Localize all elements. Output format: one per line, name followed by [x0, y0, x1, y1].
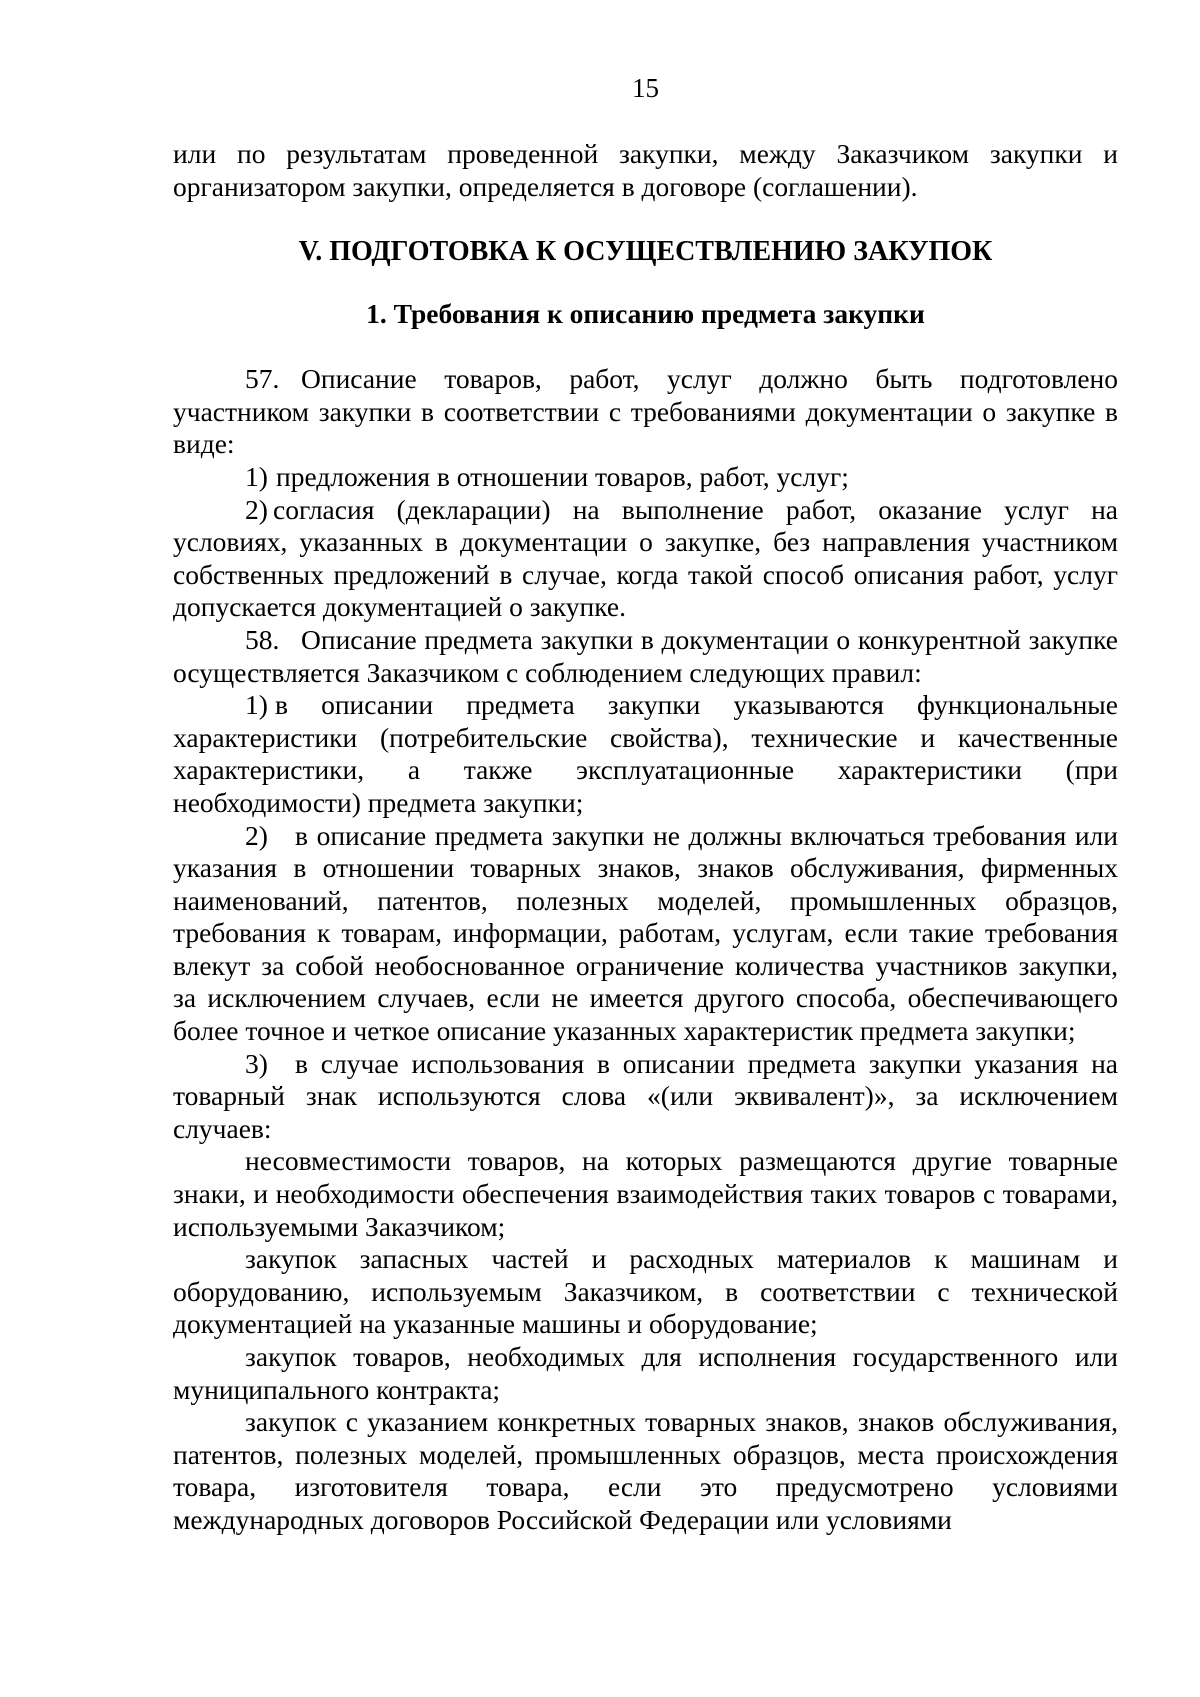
clause-58-item-1	[173, 689, 1118, 819]
clause-58	[173, 624, 1118, 689]
exception-paragraph: закупок с указанием конкретных товарных знаков, знаков обслуживания, патентов, полезных моделей, промышленных образцов, места происхождения товара, изготовителя товара, если это предусмотрено условиями международных договоров Российской Федерации или условиями	[173, 1406, 1118, 1535]
item-text: в случае использования в описании предмета закупки указания на товарный знак используются слова «(или эквивалент)», за исключением случаев:	[173, 1047, 1118, 1144]
item-text: предложения в отношении товаров, работ, услуг;	[276, 460, 849, 492]
clause-57	[173, 363, 1118, 461]
exception-paragraph: несовместимости товаров, на которых размещаются другие товарные знаки, и необходимости обеспечения взаимодействия таких товаров с товарами, используемыми Заказчиком;	[173, 1145, 1118, 1242]
item-number: 3)	[245, 1047, 268, 1079]
clause-58-item-3	[173, 1048, 1118, 1146]
item-number: 2)	[245, 819, 268, 851]
exception-paragraph: закупок товаров, необходимых для исполнения государственного или муниципального контракта;	[173, 1341, 1118, 1405]
item-number: 2)	[245, 493, 268, 525]
item-text: в описании предмета закупки указываются функциональные характеристики (потребительские свойства), технические и качественные характеристики, а также эксплуатационные характеристики (при необходимости) предмета закупки;	[173, 689, 1118, 818]
item-text: согласия (декларации) на выполнение работ, оказание услуг на условиях, указанных в документации о закупке, без направления участником собственных предложений в случае, когда такой способ описания работ, услуг допускается документацией о закупке.	[173, 493, 1118, 623]
item-number: 1)	[245, 689, 268, 721]
subsection-title: 1. Требования к описанию предмета закупки	[366, 298, 925, 330]
clause-57-text: Описание товаров, работ, услуг должно быть подготовлено участником закупки в соответствии с требованиями документации о закупке в виде:	[173, 363, 1118, 460]
item-number: 1)	[245, 460, 268, 492]
section-title: V. ПОДГОТОВКА К ОСУЩЕСТВЛЕНИЮ ЗАКУПОК	[298, 236, 993, 268]
item-text: в описание предмета закупки не должны включаться требования или указания в отношении товарных знаков, знаков обслуживания, фирменных наименований, патентов, полезных моделей, промышленных образцов, требования к товарам, информации, работам, услугам, если такие требования влекут за собой необоснованное ограничение количества участников закупки, за исключением случаев, если не имеется другого способа, обеспечивающего более точное и четкое описание указанных характеристик предмета закупки;	[173, 819, 1118, 1047]
exception-paragraph: закупок запасных частей и расходных материалов к машинам и оборудованию, используемым Заказчиком, в соответствии с технической документацией на указанные машины и оборудование;	[173, 1243, 1118, 1340]
clause-57-item-2	[173, 494, 1118, 624]
intro-paragraph: или по результатам проведенной закупки, между Заказчиком закупки и организатором закупки, определяется в договоре (соглашении).	[173, 138, 1118, 202]
clause-57-item-1	[173, 461, 1118, 494]
document-body	[173, 138, 1118, 1537]
clause-58-number: 58.	[245, 623, 280, 655]
clause-57-number: 57.	[245, 363, 280, 395]
clause-58-text: Описание предмета закупки в документации о конкурентной закупке осуществляется Заказчиком с соблюдением следующих правил:	[173, 623, 1118, 688]
page-number: 15	[632, 73, 659, 103]
clause-58-item-2	[173, 820, 1118, 1048]
